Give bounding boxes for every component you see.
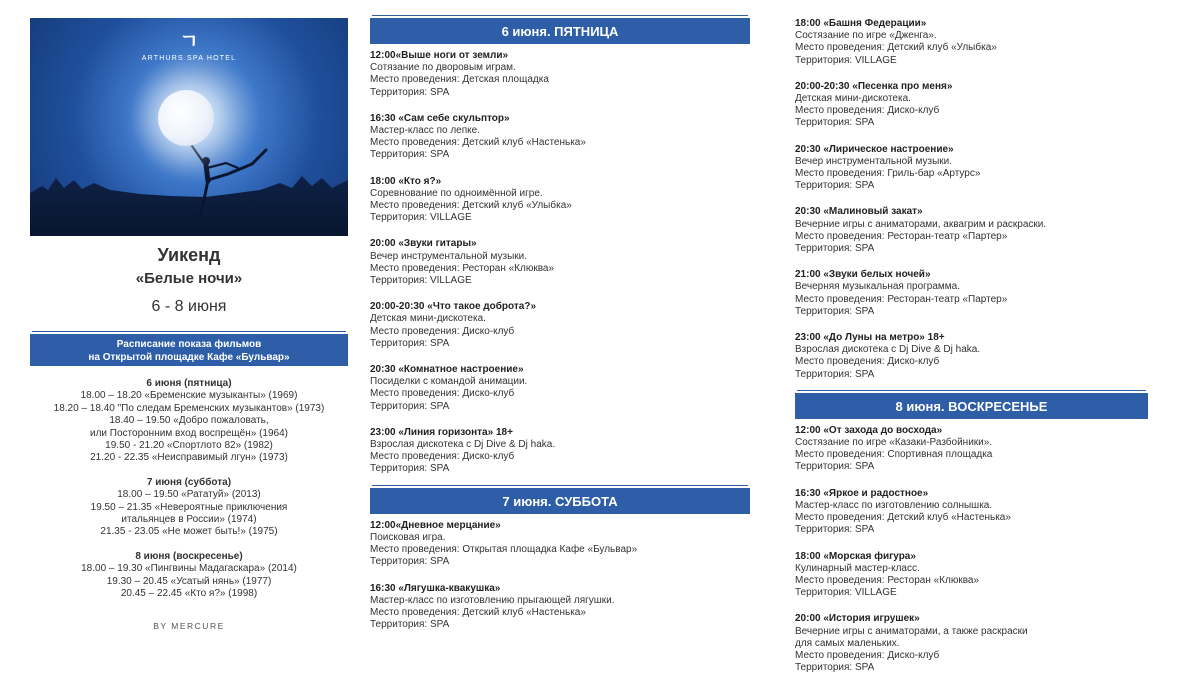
event-title: 23:00 «Линия горизонта» 18+ <box>370 426 513 438</box>
event-line: Место проведения: Детский клуб «Настенька» <box>370 137 586 149</box>
day-header-friday: 6 июня. ПЯТНИЦА <box>370 18 750 44</box>
poster-title-block <box>30 244 348 318</box>
event-line: Вечер инструментальной музыки. <box>370 250 528 262</box>
event-line: Детская мини-дискотека. <box>370 313 486 325</box>
film-line: 18.40 – 19.50 «Добро пожаловать, <box>109 415 269 427</box>
event-line: Территория: VILLAGE <box>795 587 897 599</box>
event-line: Вечер инструментальной музыки. <box>795 155 953 167</box>
event-title: 12:00 «От захода до восхода» <box>795 424 943 436</box>
film-line: 21.35 - 23.05 «Не может быть!» (1975) <box>100 526 278 538</box>
event-item <box>370 520 750 569</box>
event-line: Место проведения: Ресторан-театр «Партер» <box>795 230 1008 242</box>
event-line: Место проведения: Детский клуб «Улыбка» <box>795 42 997 54</box>
film-line: 19.50 – 21.35 «Невероятные приключения <box>90 501 288 513</box>
event-line: Мастер-класс по лепке. <box>370 125 480 137</box>
event-item <box>370 176 750 225</box>
poster-column <box>30 18 348 631</box>
film-line: итальянцев в России» (1974) <box>121 514 257 526</box>
hero-image <box>30 18 348 236</box>
films-day-title: 8 июня (воскресенье) <box>135 550 243 562</box>
event-line: Сотязание по дворовым играм. <box>370 62 516 74</box>
films-header-line2: на Открытой площадке Кафе «Бульвар» <box>88 352 290 363</box>
event-line: Территория: SPA <box>795 180 875 192</box>
event-line: Мастер-класс по изготовлению солнышка. <box>795 499 993 511</box>
hotel-logo-mark: ㄱ <box>179 31 199 53</box>
event-line: Территория: SPA <box>370 556 450 568</box>
event-title: 12:00«Дневное мерцание» <box>370 519 501 531</box>
event-line: Место проведения: Диско-клуб <box>370 451 515 463</box>
event-item <box>370 427 750 476</box>
event-title: 16:30 «Сам себе скульптор» <box>370 112 510 124</box>
event-line: Вечерняя музыкальная программа. <box>795 281 960 293</box>
event-line: Территория: SPA <box>795 662 875 674</box>
films-schedule <box>30 378 348 601</box>
event-title: 16:30 «Лягушка-квакушка» <box>370 582 501 594</box>
event-item <box>795 332 1148 381</box>
event-line: Место проведения: Детская площадка <box>370 74 549 86</box>
film-line: 19.30 – 20.45 «Усатый нянь» (1977) <box>106 575 272 587</box>
event-item <box>795 206 1148 255</box>
event-line: Территория: VILLAGE <box>370 275 472 287</box>
event-line: Территория: SPA <box>795 305 875 317</box>
film-line: 18.00 – 19.50 «Рататуй» (2013) <box>117 489 261 501</box>
event-line: Посиделки с командой анимации. <box>370 376 528 388</box>
event-item <box>795 488 1148 537</box>
event-line: Место проведения: Ресторан-театр «Партер» <box>795 293 1008 305</box>
event-line: Территория: SPA <box>795 117 875 129</box>
event-line: Место проведения: Ресторан «Клюква» <box>370 262 555 274</box>
poster-subtitle: «Белые ночи» <box>135 270 243 287</box>
event-line: Место проведения: Диско-клуб <box>370 388 515 400</box>
event-title: 23:00 «До Луны на метро» 18+ <box>795 332 945 344</box>
event-line: Место проведения: Диско-клуб <box>795 356 940 368</box>
films-header <box>30 334 348 366</box>
event-item <box>795 425 1148 474</box>
event-item <box>370 238 750 287</box>
day-header-saturday: 7 июня. СУББОТА <box>370 488 750 514</box>
event-line: Вечерние игры с аниматорами, а также раскраски <box>795 625 1028 637</box>
film-line: 19.50 - 21.20 «Спортлото 82» (1982) <box>105 440 273 452</box>
poster-title: Уикенд <box>157 245 221 265</box>
event-item <box>795 613 1148 674</box>
event-line: Состязание по игре «Дженга». <box>795 30 937 42</box>
event-line: Территория: SPA <box>795 461 875 473</box>
event-item <box>795 269 1148 318</box>
schedule-column-middle <box>370 18 750 631</box>
event-title: 20:00-20:30 «Песенка про меня» <box>795 80 953 92</box>
event-line: Территория: SPA <box>795 368 875 380</box>
event-title: 18:00 «Морская фигура» <box>795 550 916 562</box>
film-line: 20.45 – 22.45 «Кто я?» (1998) <box>120 588 258 600</box>
event-line: Взрослая дискотека с Dj Dive & Dj haka. <box>370 439 556 451</box>
event-line: для самых маленьких. <box>795 637 900 649</box>
event-line: Территория: SPA <box>370 149 450 161</box>
event-item <box>370 583 750 632</box>
films-day-title: 6 июня (пятница) <box>146 378 232 389</box>
event-title: 16:30 «Яркое и радостное» <box>795 487 929 499</box>
film-line: или Посторонним вход воспрещён» (1964) <box>90 427 288 439</box>
films-day-title: 7 июня (суббота) <box>146 476 232 488</box>
film-line: 18.20 – 18.40 "По следам Бременских музыкантов» (1973) <box>53 402 325 414</box>
film-line: 18.00 – 19.30 «Пингвины Мадагаскара» (2014) <box>81 563 297 575</box>
event-title: 20:00 «Звуки гитары» <box>370 238 477 250</box>
event-item <box>795 551 1148 600</box>
event-title: 18:00 «Кто я?» <box>370 175 442 187</box>
event-line: Место проведения: Детский клуб «Настенька» <box>795 512 1011 524</box>
event-item <box>795 144 1148 193</box>
event-line: Место проведения: Диско-клуб <box>795 105 940 117</box>
poster-dates: 6 - 8 июня <box>151 298 227 315</box>
event-line: Место проведения: Гриль-бар «Артурс» <box>795 168 981 180</box>
film-line: 18.00 – 18.20 «Бременские музыканты» (1969) <box>80 390 298 402</box>
event-line: Место проведения: Ресторан «Клюква» <box>795 574 980 586</box>
event-line: Территория: SPA <box>370 463 450 475</box>
event-title: 12:00«Выше ноги от земли» <box>370 50 509 61</box>
event-line: Кулинарный мастер-класс. <box>795 562 920 574</box>
event-item <box>795 81 1148 130</box>
event-title: 21:00 «Звуки белых ночей» <box>795 269 931 281</box>
event-title: 20:30 «Малиновый закат» <box>795 206 923 218</box>
event-line: Место проведения: Детский клуб «Настенька» <box>370 606 586 618</box>
event-line: Территория: SPA <box>370 337 450 349</box>
event-line: Взрослая дискотека с Dj Dive & Dj haka. <box>795 344 981 356</box>
event-title: 20:30 «Комнатное настроение» <box>370 364 524 376</box>
event-title: 20:00-20:30 «Что такое доброта?» <box>370 301 537 313</box>
films-header-line1: Расписание показа фильмов <box>116 339 262 350</box>
event-line: Вечерние игры с аниматорами, аквагрим и раскраски. <box>795 218 1047 230</box>
event-line: Место проведения: Диско-клуб <box>795 649 940 661</box>
event-line: Место проведения: Спортивная площадка <box>795 449 993 461</box>
footer-by-mercure: BY MERCURE <box>153 620 225 631</box>
event-line: Поисковая игра. <box>370 531 446 543</box>
event-item <box>370 113 750 162</box>
event-item <box>370 364 750 413</box>
event-line: Состязание по игре «Казаки-Разбойники». <box>795 437 993 449</box>
event-line: Территория: SPA <box>370 86 450 98</box>
day-header-sunday: 8 июня. ВОСКРЕСЕНЬЕ <box>795 393 1148 419</box>
event-line: Детская мини-дискотека. <box>795 93 911 105</box>
event-title: 20:00 «История игрушек» <box>795 613 920 625</box>
event-line: Место проведения: Диско-клуб <box>370 325 515 337</box>
film-line: 21.20 - 22.35 «Неисправимый лгун» (1973) <box>90 452 288 464</box>
event-title: 20:30 «Лирическое настроение» <box>795 143 954 155</box>
event-line: Территория: SPA <box>370 619 450 631</box>
event-item <box>370 301 750 350</box>
event-line: Территория: VILLAGE <box>795 54 897 66</box>
event-line: Территория: SPA <box>795 524 875 536</box>
event-line: Место проведения: Открытая площадка Кафе «Бульвар» <box>370 544 638 556</box>
event-item <box>370 50 750 99</box>
hotel-name: ARTHURS SPA HOTEL <box>141 55 237 62</box>
schedule-column-right <box>795 18 1148 674</box>
event-title: 18:00 «Башня Федерации» <box>795 18 927 29</box>
event-line: Соревнование по одноимённой игре. <box>370 187 543 199</box>
event-line: Место проведения: Детский клуб «Улыбка» <box>370 200 572 212</box>
event-line: Территория: SPA <box>370 400 450 412</box>
event-item <box>795 18 1148 67</box>
event-line: Территория: VILLAGE <box>370 212 472 224</box>
event-line: Мастер-класс по изготовлению прыгающей лягушки. <box>370 594 615 606</box>
hotel-logo <box>30 32 348 62</box>
moon <box>158 90 214 146</box>
event-line: Территория: SPA <box>795 243 875 255</box>
